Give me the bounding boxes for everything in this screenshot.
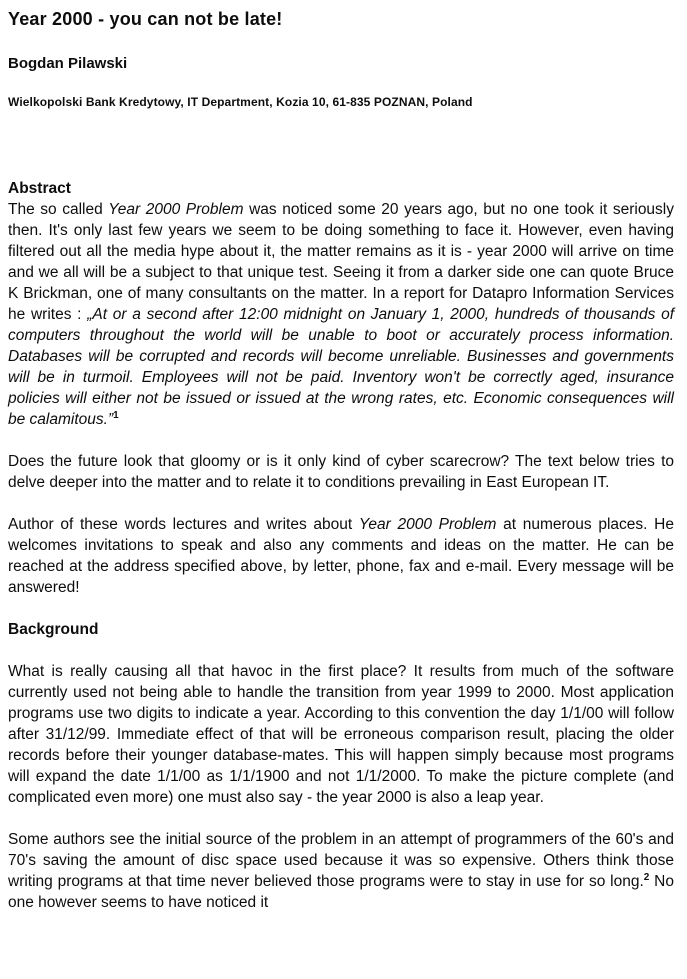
background-paragraph-2	[8, 829, 674, 913]
abstract-paragraph-3	[8, 514, 674, 598]
abstract-paragraph-2: Does the future look that gloomy or is it only kind of cyber scarecrow? The text below tries to delve deeper into the matter and to relate it to conditions prevailing in East European IT.	[8, 453, 674, 491]
page-title: Year 2000 - you can not be late!	[8, 9, 283, 29]
text-run: was noticed some 20 years ago, but no one took it seriously then. It's only last few years we seem to be doing something to face it. However, even having filtered out all the media hype about it, the matter remains as it is - year 2000 will arrive on time and we all will be a subject to that unique test. Seeing it from a darker side one can quote Bruce K Brickman, one of many consultants on the matter. In a report for Datapro Information Services he writes :	[8, 201, 674, 323]
footnote-marker-2: 2	[643, 871, 650, 883]
italic-text-run: Year 2000 Problem	[358, 516, 497, 533]
author-affiliation: Wielkopolski Bank Kredytowy, IT Department, Kozia 10, 61-835 POZNAN, Poland	[8, 95, 473, 109]
background-paragraph-1: What is really causing all that havoc in the first place? It results from much of the software currently used not being able to handle the transition from year 1999 to 2000. Most application programs use two digits to indicate a year. According to this convention the day 1/1/00 will follow after 31/12/99. Immediate effect of that will be erroneous comparison result, placing the older records before their younger database-mates. This will happen simply because most programs will expand the date 1/1/00 as 1/1/1900 and not 1/1/2000. To make the picture complete (and complicated even more) one must also say - the year 2000 is also a leap year.	[8, 663, 674, 806]
text-run: at numerous places. He welcomes invitations to speak and also any comments and ideas on the matter. He can be reached at the address specified above, by letter, phone, fax and e-mail. Every message will be answered!	[8, 516, 674, 596]
quote-text-run: „At or a second after 12:00 midnight on January 1, 2000, hundreds of thousands of computers throughout the world will be unable to boot or accurately process information. Databases will be corrupted and records will become unreliable. Businesses and governments will be in turmoil. Employees will not be paid. Inventory won't be correctly aged, insurance policies will either not be issued or issued at the wrong rates, etc. Economic consequences will be calamitous.”	[8, 306, 675, 428]
abstract-section	[8, 178, 674, 598]
background-section	[8, 619, 674, 913]
text-run: Some authors see the initial source of the problem in an attempt of programmers of the 60's and 70's saving the amount of disc space used because it was so expensive. Others think those writing programs at that time never believed those programs were to stay in use for so long.	[8, 831, 674, 890]
background-heading: Background	[8, 621, 99, 638]
italic-text-run: Year 2000 Problem	[108, 201, 244, 218]
abstract-paragraph-1	[8, 199, 674, 430]
text-run: No one however seems to have noticed it	[8, 873, 674, 911]
text-run: The so called	[8, 201, 109, 218]
text-run: Author of these words lectures and writes about	[8, 516, 359, 533]
footnote-marker-1: 1	[113, 409, 119, 421]
author-name: Bogdan Pilawski	[8, 55, 128, 72]
abstract-heading: Abstract	[8, 180, 71, 197]
